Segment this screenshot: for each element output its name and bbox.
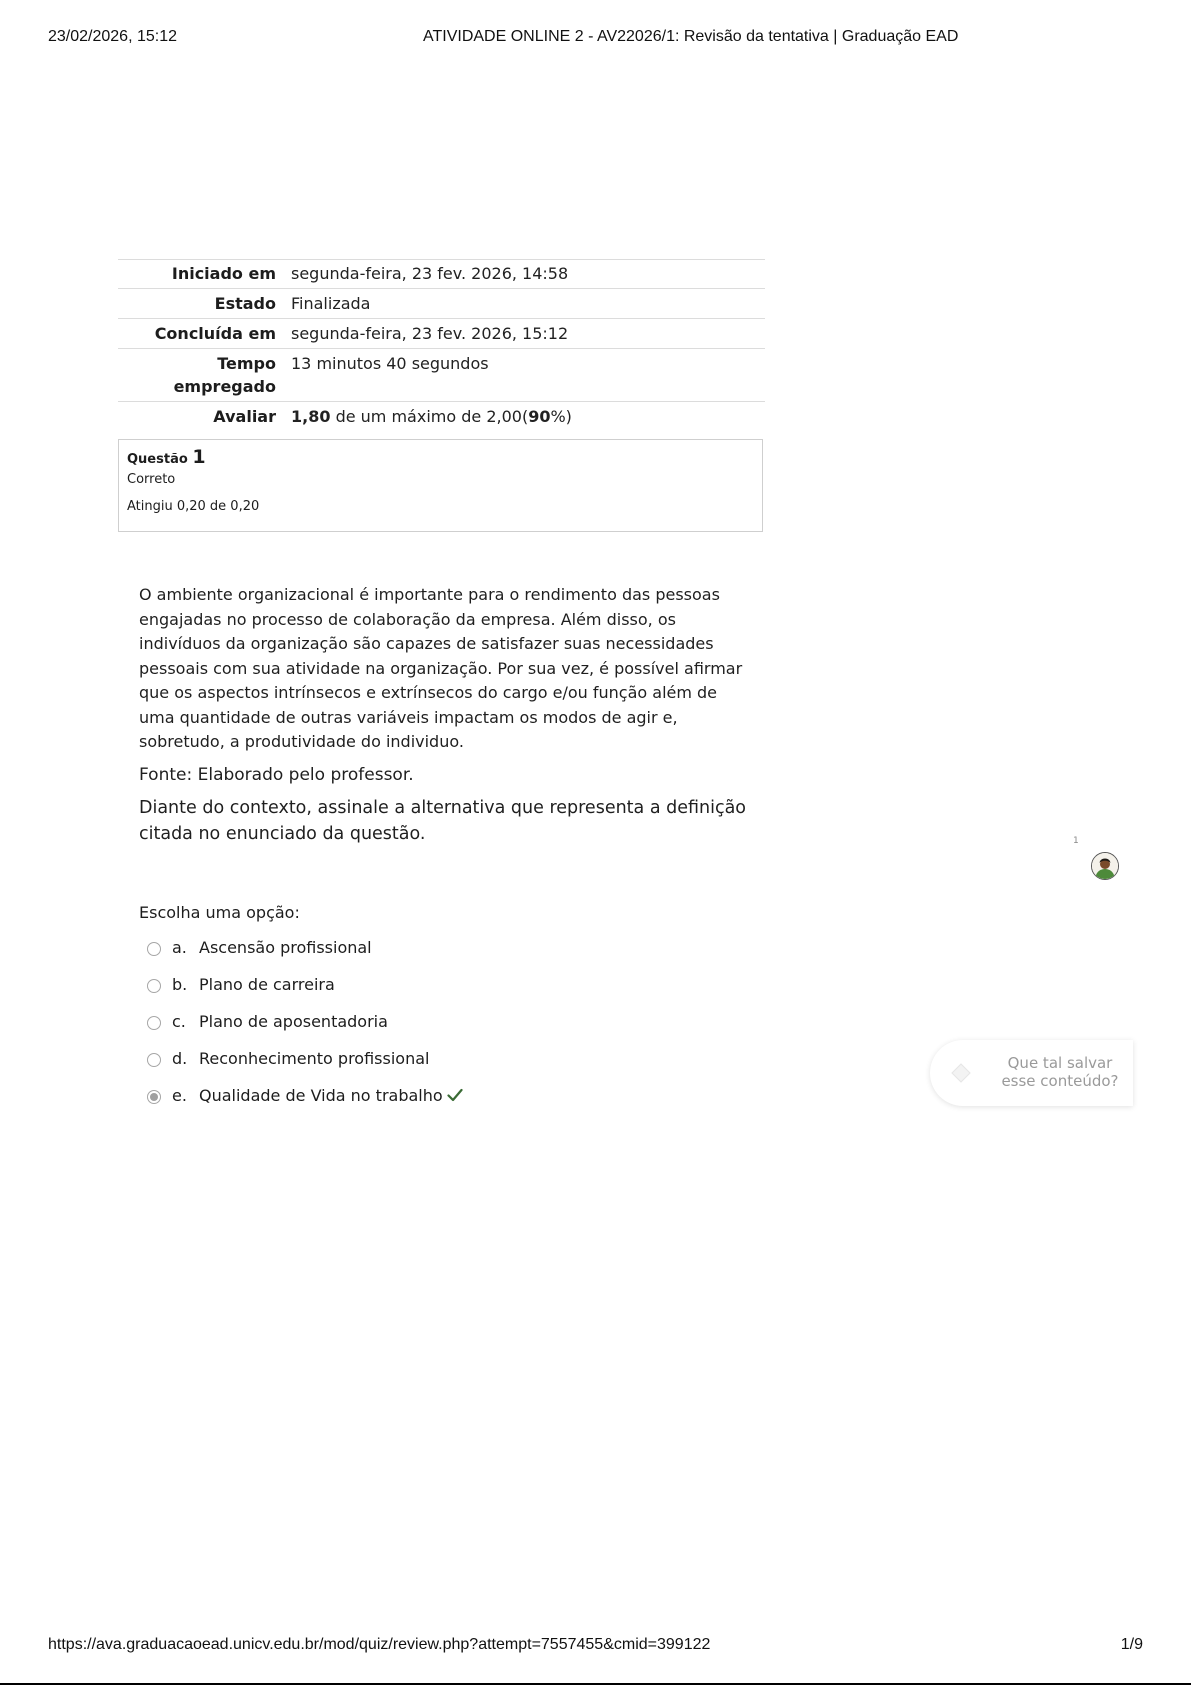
choose-option-label: Escolha uma opção: [139,903,300,922]
question-body: O ambiente organizacional é importante para o rendimento das pessoas engajadas no processo de colaboração da empresa. Além disso, os indivíduos da organização são capazes de satisfazer suas necessidades pessoais com sua atividade na organização. Por sua vez, é possível afirmar que os aspectos intrínsecos e extrínsecos do cargo e/ou função além de uma quantidade de outras variáveis impactam os modos de agir e, sobretudo, a produtividade do individuo. [139,585,743,751]
save-text-line2: esse conteúdo? [1001,1072,1119,1090]
summary-value: segunda-feira, 23 fev. 2026, 14:58 [291,264,569,283]
annotation-count: 1 [1073,836,1079,846]
print-page-title: ATIVIDADE ONLINE 2 - AV22026/1: Revisão da tentativa | Graduação EAD [423,28,959,45]
print-url: https://ava.graduacaoead.unicv.edu.br/mod/quiz/review.php?attempt=7557455&cmid=399122 [48,1636,711,1653]
grade-text: de um máximo de 2,00( [330,407,529,426]
print-header [48,28,1143,50]
correct-check-icon [447,1088,463,1102]
question-label: Questão [127,452,188,467]
print-page-number: 1/9 [1120,1636,1143,1653]
summary-row-state [118,289,765,319]
answer-label: Ascensão profissional [199,938,372,957]
summary-row-time [118,349,765,402]
answer-label: Plano de aposentadoria [199,1012,388,1031]
grade-text-end: %) [550,407,572,426]
question-info-box [118,439,763,532]
answer-label-correct [199,1086,463,1105]
summary-row-grade [118,402,765,432]
question-number-value: 1 [192,446,206,468]
answer-letter: d. [172,1049,188,1068]
summary-label: Tempo empregado [173,354,276,396]
summary-value: 13 minutos 40 segundos [291,354,489,373]
avatar-icon [1092,853,1118,879]
answer-letter: e. [172,1086,187,1105]
save-content-text [990,1054,1130,1090]
summary-label: Estado [214,294,276,313]
question-state: Correto [127,472,176,487]
grade-score: 1,80 [291,407,331,426]
summary-grade-value [291,402,765,432]
answer-letter: c. [172,1012,186,1031]
save-text-line1: Que tal salvar [1007,1054,1113,1072]
bookmark-icon [948,1060,974,1086]
summary-label: Iniciado em [171,264,276,283]
summary-value: Finalizada [291,294,371,313]
grade-percent: 90 [528,407,551,426]
answer-letter: a. [172,938,187,957]
answer-label: Reconhecimento profissional [199,1049,430,1068]
answer-letter: b. [172,975,188,994]
summary-label: Concluída em [154,324,276,343]
attempt-summary-table [118,259,765,431]
question-grade: Atingiu 0,20 de 0,20 [127,499,260,514]
question-number [127,446,754,468]
summary-row-started [118,260,765,289]
answer-label: Plano de carreira [199,975,335,994]
user-avatar[interactable] [1091,852,1119,880]
radio-button[interactable] [147,942,161,956]
print-footer [48,1636,1143,1658]
radio-button[interactable] [147,979,161,993]
print-date: 23/02/2026, 15:12 [48,28,178,45]
summary-value: segunda-feira, 23 fev. 2026, 15:12 [291,324,569,343]
radio-button[interactable] [147,1016,161,1030]
save-content-widget[interactable] [930,1040,1133,1106]
radio-button[interactable] [147,1053,161,1067]
question-prompt: Diante do contexto, assinale a alternativa que representa a definição citada no enunciado da questão. [139,797,747,844]
radio-button-selected[interactable] [147,1090,161,1104]
summary-label: Avaliar [213,407,276,426]
answer-label-text: Qualidade de Vida no trabalho [199,1086,443,1105]
question-source: Fonte: Elaborado pelo professor. [139,764,414,785]
summary-row-completed [118,319,765,349]
question-text [139,583,749,847]
